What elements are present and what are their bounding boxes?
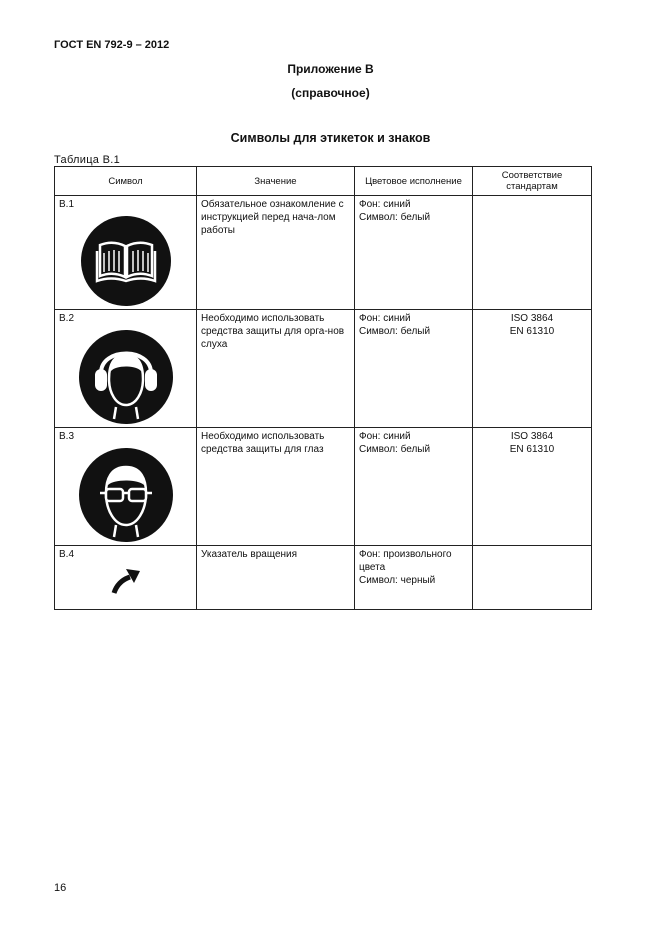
- meaning-cell: Указатель вращения: [197, 546, 355, 610]
- column-header-color: Цветовое исполнение: [355, 167, 473, 196]
- appendix-subtitle: (справочное): [291, 86, 370, 100]
- table-row: [55, 196, 592, 310]
- standards-cell: ISO 3864 EN 61310: [473, 428, 592, 546]
- row-id: В.3: [59, 431, 75, 442]
- row-id: В.2: [59, 313, 75, 324]
- column-header-symbol: Символ: [55, 167, 197, 196]
- color-cell: Фон: произвольного цвета Символ: черный: [355, 546, 473, 610]
- table-row: [55, 546, 592, 610]
- column-header-meaning: Значение: [197, 167, 355, 196]
- symbol-cell: [55, 428, 197, 546]
- row-id: В.4: [59, 549, 75, 560]
- meaning-cell: Необходимо использовать средства защиты для глаз: [197, 428, 355, 546]
- rotation-arrow-icon: [106, 565, 146, 597]
- symbol-cell: [55, 310, 197, 428]
- document-code: ГОСТ EN 792-9 – 2012: [54, 39, 170, 51]
- book-icon: [80, 215, 172, 307]
- symbol-cell: [55, 196, 197, 310]
- color-cell: Фон: синий Символ: белый: [355, 310, 473, 428]
- ear-protection-icon: [78, 329, 174, 425]
- standards-cell: [473, 196, 592, 310]
- color-cell: Фон: синий Символ: белый: [355, 196, 473, 310]
- column-header-standards: Соответствие стандартам: [473, 167, 592, 196]
- table-row: [55, 428, 592, 546]
- table-header-row: [55, 167, 592, 196]
- appendix-title: Приложение В: [287, 62, 374, 76]
- meaning-cell: Обязательное ознакомление с инструкцией перед нача-лом работы: [197, 196, 355, 310]
- page-number: 16: [54, 882, 67, 894]
- meaning-cell: Необходимо использовать средства защиты для орга-нов слуха: [197, 310, 355, 428]
- row-id: В.1: [59, 199, 75, 210]
- eye-protection-icon: [78, 447, 174, 543]
- standards-cell: [473, 546, 592, 610]
- standards-cell: ISO 3864 EN 61310: [473, 310, 592, 428]
- section-title: Символы для этикеток и знаков: [230, 131, 431, 145]
- table-row: [55, 310, 592, 428]
- symbols-table: [54, 166, 592, 610]
- table-caption: Таблица В.1: [54, 154, 120, 166]
- color-cell: Фон: синий Символ: белый: [355, 428, 473, 546]
- symbol-cell: [55, 546, 197, 610]
